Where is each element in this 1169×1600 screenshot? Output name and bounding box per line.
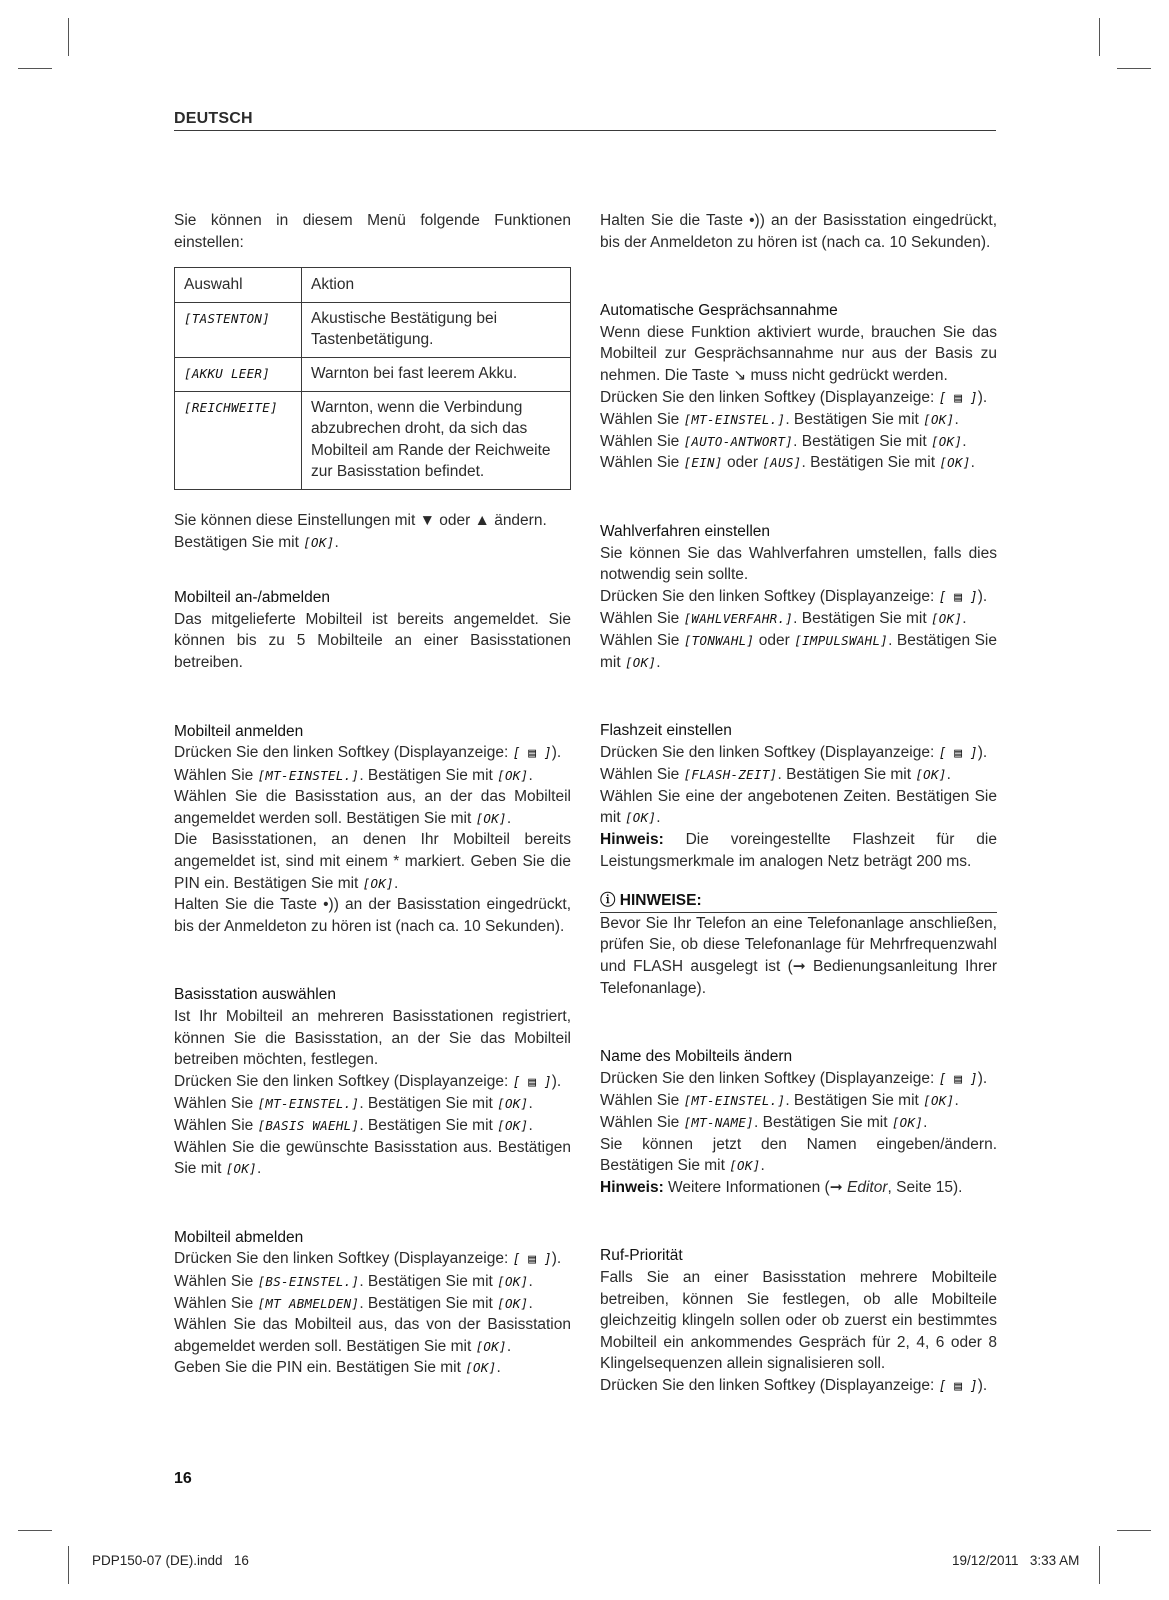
paragraph: Wählen Sie eine der angebotenen Zeiten. Bestätigen Sie mit [OK]. xyxy=(600,787,997,827)
footer-file: PDP150-07 (DE).indd 16 xyxy=(92,1553,249,1568)
table-cell: Warnton bei fast leerem Akku. xyxy=(302,357,571,391)
paragraph: Wählen Sie [WAHLVERFAHR.]. Bestätigen Sie mit [OK]. xyxy=(600,610,967,628)
page-number: 16 xyxy=(174,1470,192,1487)
crop-mark xyxy=(68,18,69,56)
paragraph: Wählen Sie die Basisstation aus, an der das Mobilteil angemeldet werden soll. Bestätigen Sie mit [OK]. xyxy=(174,788,571,827)
table-cell: Akustische Bestätigung bei Tastenbetätigung. xyxy=(302,302,571,357)
paragraph: Drücken Sie den linken Softkey (Displayanzeige: [ ▤ ]). xyxy=(600,742,997,765)
softkey-icon: [ ▤ ] xyxy=(938,1378,978,1394)
softkey-icon: [ ▤ ] xyxy=(938,589,978,605)
crop-mark xyxy=(18,68,52,69)
paragraph: Ist Ihr Mobilteil an mehreren Basisstationen registriert, können Sie die Basisstation, an der Sie das Mobilteil betreiben möchten, festlegen. xyxy=(174,1008,571,1069)
softkey-icon: [ ▤ ] xyxy=(938,1071,978,1087)
paragraph: Wählen Sie die gewünschte Basisstation aus. Bestätigen Sie mit [OK]. xyxy=(174,1138,571,1178)
paragraph: Wählen Sie [MT ABMELDEN]. Bestätigen Sie mit [OK]. xyxy=(174,1294,533,1312)
table-header-row xyxy=(175,268,571,303)
function-table xyxy=(174,267,571,490)
paragraph: Wählen Sie das Mobilteil aus, das von der Basisstation abgemeldet werden soll. Bestätigen Sie mit [OK]. xyxy=(174,1316,571,1355)
display-option: [REICHWEITE] xyxy=(184,399,278,415)
section-title: Mobilteil anmelden xyxy=(174,722,304,740)
display-option: [AKKU LEER] xyxy=(184,365,271,381)
table-header: Aktion xyxy=(302,268,571,303)
section-title: Ruf-Priorität xyxy=(600,1247,683,1265)
paragraph: Wählen Sie [MT-EINSTEL.]. Bestätigen Sie mit [OK]. xyxy=(174,766,533,784)
paragraph: Drücken Sie den linken Softkey (Displayanzeige: [ ▤ ]). xyxy=(174,1248,571,1271)
paragraph: Sie können Sie das Wahlverfahren umstellen, falls dies notwendig sein sollte. xyxy=(600,544,997,584)
paragraph: Bevor Sie Ihr Telefon an eine Telefonanlage anschließen, prüfen Sie, ob diese Telefonanlage für Mehrfrequenzwahl und FLASH ausgelegt ist (➞ Bedienungsanleitung Ihrer Telefonanlage). xyxy=(600,914,997,997)
paragraph: Drücken Sie den linken Softkey (Displayanzeige: [ ▤ ]). xyxy=(600,387,997,410)
intro-text: Sie können in diesem Menü folgende Funktionen einstellen: xyxy=(174,212,571,251)
paragraph: Wählen Sie [MT-EINSTEL.]. Bestätigen Sie mit [OK]. xyxy=(600,411,959,429)
paragraph: Wählen Sie [MT-EINSTEL.]. Bestätigen Sie mit [OK]. xyxy=(174,1095,533,1113)
table-cell: Warnton, wenn die Verbindung abzubrechen droht, da sich das Mobilteil am Rande der Reichweite zur Basisstation befindet. xyxy=(302,391,571,489)
table-header: Auswahl xyxy=(175,268,302,303)
section-title: Mobilteil an-/abmelden xyxy=(174,589,330,607)
section-title: Basisstation auswählen xyxy=(174,986,336,1004)
paragraph: Drücken Sie den linken Softkey (Displayanzeige: [ ▤ ]). xyxy=(600,1375,997,1398)
crop-mark xyxy=(1099,18,1100,56)
paragraph: Drücken Sie den linken Softkey (Displayanzeige: [ ▤ ]). xyxy=(174,742,571,765)
softkey-icon: [ ▤ ] xyxy=(512,1252,552,1268)
notes-title: ⓘ HINWEISE: xyxy=(600,890,997,913)
softkey-icon: [ ▤ ] xyxy=(512,746,552,762)
paragraph: Drücken Sie den linken Softkey (Displayanzeige: [ ▤ ]). xyxy=(174,1071,571,1094)
language-header: DEUTSCH xyxy=(174,110,996,131)
paragraph: Geben Sie die PIN ein. Bestätigen Sie mit [OK]. xyxy=(174,1359,501,1377)
softkey-icon: [ ▤ ] xyxy=(938,390,978,406)
paragraph: Wählen Sie [EIN] oder [AUS]. Bestätigen Sie mit [OK]. xyxy=(600,454,975,472)
softkey-icon: [ ▤ ] xyxy=(938,745,978,761)
footer-datetime: 19/12/2011 3:33 AM xyxy=(952,1553,1080,1568)
paragraph: Wählen Sie [FLASH-ZEIT]. Bestätigen Sie mit [OK]. xyxy=(600,766,951,784)
crop-mark xyxy=(1117,68,1151,69)
paragraph: Halten Sie die Taste •)) an der Basisstation eingedrückt, bis der Anmeldeton zu hören ist (nach ca. 10 Sekunden). xyxy=(174,896,571,935)
section-title: Name des Mobilteils ändern xyxy=(600,1048,793,1066)
right-column xyxy=(600,210,997,1398)
paragraph: Hinweis: Die voreingestellte Flashzeit für die Leistungsmerkmale im analogen Netz beträgt 200 ms. xyxy=(600,831,997,870)
crop-mark xyxy=(18,1530,52,1531)
paragraph: Sie können jetzt den Namen eingeben/ändern. Bestätigen Sie mit [OK]. xyxy=(600,1135,997,1175)
crop-mark xyxy=(68,1546,69,1584)
section-title: Mobilteil abmelden xyxy=(174,1228,304,1246)
paragraph: Die Basisstationen, an denen Ihr Mobilteil bereits angemeldet ist, sind mit einem * markiert. Geben Sie die PIN ein. Bestätigen Sie mit [OK]. xyxy=(174,831,571,892)
paragraph: Drücken Sie den linken Softkey (Displayanzeige: [ ▤ ]). xyxy=(600,1068,997,1091)
paragraph: Sie können diese Einstellungen mit ▼ oder ▲ ändern. xyxy=(174,511,547,529)
crop-mark xyxy=(1099,1546,1100,1584)
paragraph: Wenn diese Funktion aktiviert wurde, brauchen Sie das Mobilteil zur Gesprächsannahme nur aus der Basis zu nehmen. Die Taste ↘ muss nicht gedrückt werden. xyxy=(600,323,997,384)
paragraph: Wählen Sie [MT-EINSTEL.]. Bestätigen Sie mit [OK]. xyxy=(600,1092,959,1110)
paragraph: Falls Sie an einer Basisstation mehrere Mobilteile betreiben, können Sie festlegen, ob alle Mobilteile gleichzeitig klingeln sollen oder ob zuerst ein bestimmtes Mobilteil ein ankommendes Gespräch für 2, 4, 6 oder 8 Klingelsequenzen allein signalisieren soll. xyxy=(600,1268,997,1373)
paragraph: Wählen Sie [TONWAHL] oder [IMPULSWAHL]. Bestätigen Sie mit [OK]. xyxy=(600,631,997,671)
section-title: Automatische Gesprächsannahme xyxy=(600,302,838,320)
table-row xyxy=(175,357,571,391)
paragraph: Wählen Sie [BS-EINSTEL.]. Bestätigen Sie mit [OK]. xyxy=(174,1272,533,1290)
table-row xyxy=(175,302,571,357)
paragraph: Das mitgelieferte Mobilteil ist bereits angemeldet. Sie können bis zu 5 Mobilteile an einer Basisstationen betreiben. xyxy=(174,610,571,671)
table-row xyxy=(175,391,571,489)
left-column xyxy=(174,210,571,1379)
section-title: Flashzeit einstellen xyxy=(600,722,732,740)
crop-mark xyxy=(1117,1530,1151,1531)
display-option: [TASTENTON] xyxy=(184,310,271,326)
softkey-icon: [ ▤ ] xyxy=(512,1074,552,1090)
section-title: Wahlverfahren einstellen xyxy=(600,522,771,540)
paragraph: Wählen Sie [BASIS WAEHL]. Bestätigen Sie mit [OK]. xyxy=(174,1117,533,1134)
paragraph: Wählen Sie [MT-NAME]. Bestätigen Sie mit [OK]. xyxy=(600,1114,928,1131)
paragraph: Halten Sie die Taste •)) an der Basisstation eingedrückt, bis der Anmeldeton zu hören ist (nach ca. 10 Sekunden). xyxy=(600,212,997,251)
paragraph: Wählen Sie [AUTO-ANTWORT]. Bestätigen Sie mit [OK]. xyxy=(600,432,967,450)
paragraph: Hinweis: Weitere Informationen (➞ Editor, Seite 15). xyxy=(600,1178,963,1196)
paragraph: Drücken Sie den linken Softkey (Displayanzeige: [ ▤ ]). xyxy=(600,586,997,609)
paragraph: Bestätigen Sie mit [OK]. xyxy=(174,533,339,551)
